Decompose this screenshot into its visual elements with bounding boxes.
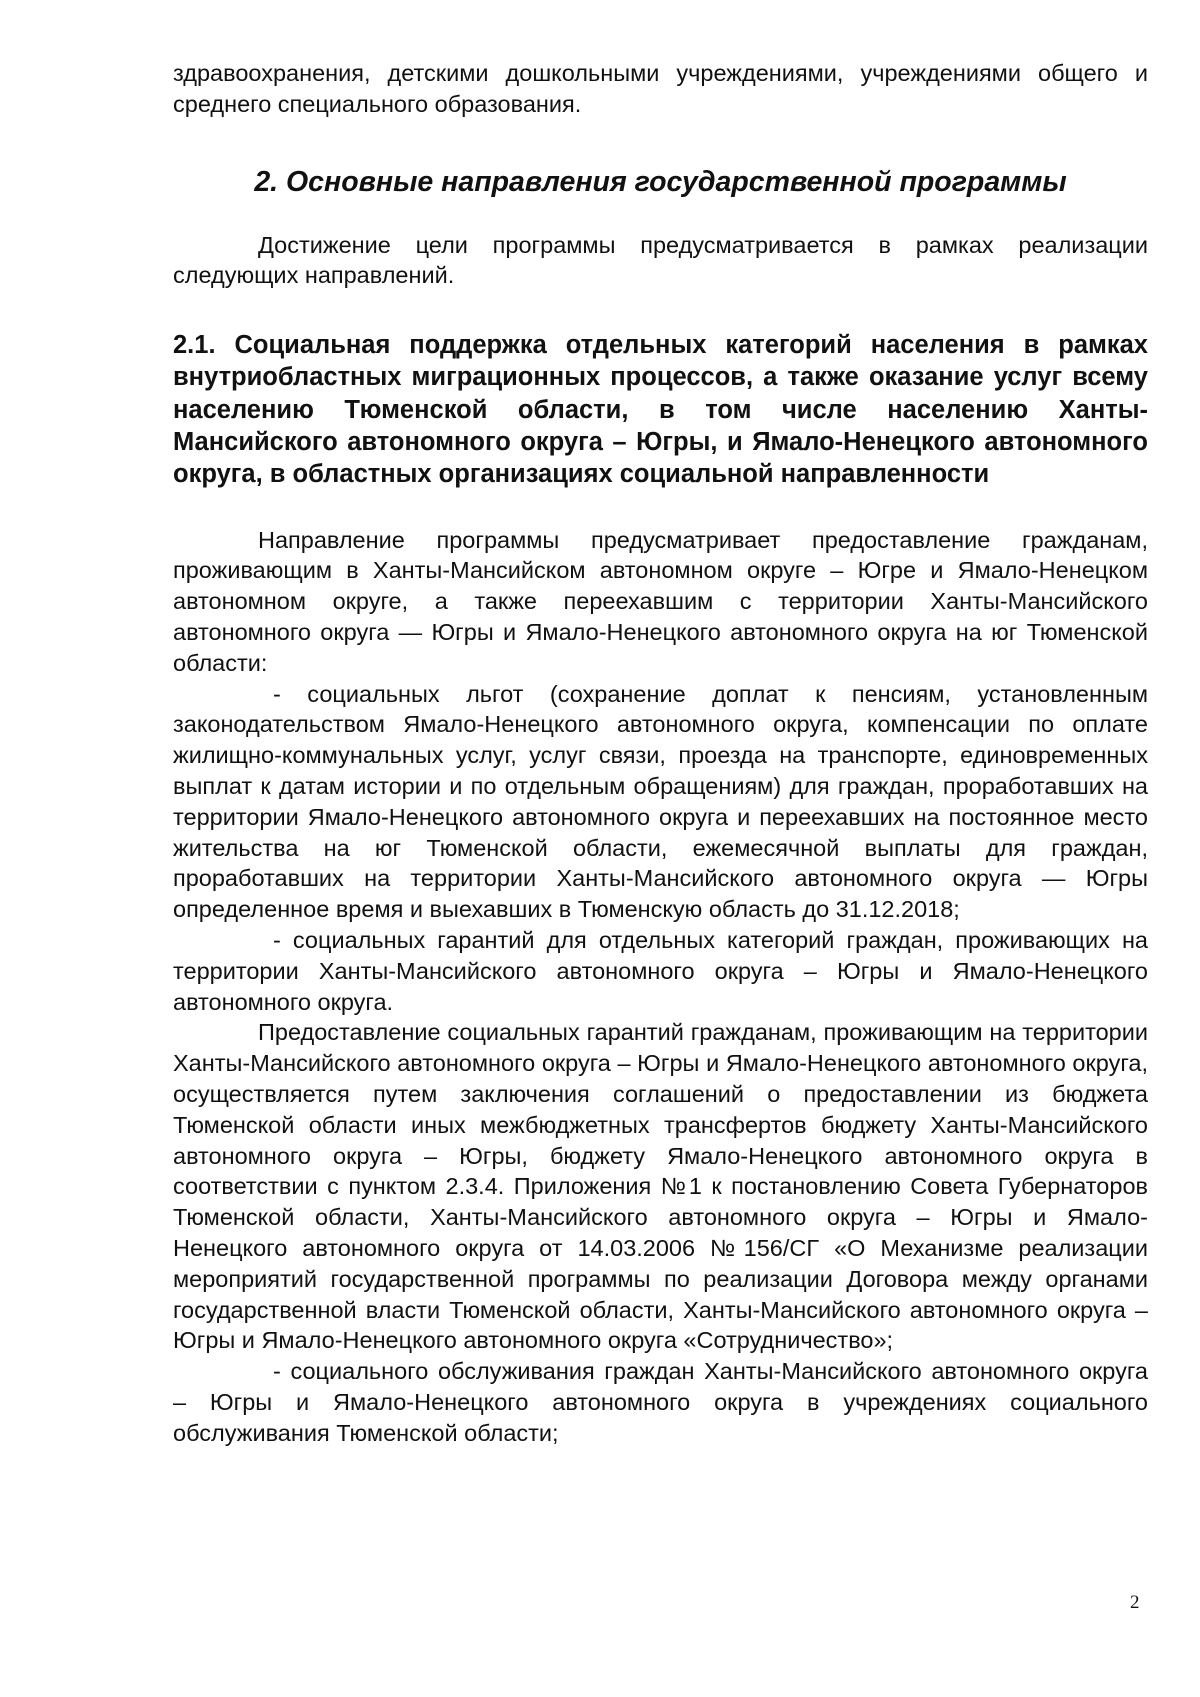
list-item-social-services: - социального обслуживания граждан Ханты-Мансийского автономного округа – Югры и Ямало-Ненецкого автономного округа в учреждениях социального обслуживания Тюменской области; [173,1358,1148,1446]
body-paragraph-1: Направление программы предусматривает предоставление гражданам, проживающим в Ханты-Мансийском автономном округе – Югре и Ямало-Ненецком автономном округе, а также переехавшим с территории Ханты-Мансийского автономного округа — Югры и Ямало-Ненецкого автономного округа на юг Тюменской области: [173,526,1148,676]
list-item-social-benefits: - социальных льгот (сохранение доплат к пенсиям, установленным законодательством Ямало-Ненецкого автономного округа, компенсации по оплате жилищно-коммунальных услуг, услуг связи, проезда на транспорте, единовременных выплат к датам истории и по отдельным обращениям) для граждан, проработавших на территории Ямало-Ненецкого автономного округа и переехавших на постоянное место жительства на юг Тюменской области, ежемесячной выплаты для граждан, проработавших на территории Ханты-Мансийского автономного округа — Югры определенное время и выехавших в Тюменскую область до 31.12.2018; [173,680,1148,923]
body-paragraph-2: Предоставление социальных гарантий гражданам, проживающим на территории Ханты-Мансийского автономного округа – Югры и Ямало-Ненецкого автономного округа, осуществляется путем заключения соглашений о предоставлении из бюджета Тюменской области иных межбюджетных трансфертов бюджету Ханты-Мансийского автономного округа – Югры, бюджету Ямало-Ненецкого автономного округа в соответствии с пунктом 2.3.4. Приложения №1 к постановлению Совета Губернаторов Тюменской области, Ханты-Мансийского автономного округа – Югры и Ямало-Ненецкого автономного округа от 14.03.2006 №156/СГ «О Механизме реализации мероприятий государственной программы по реализации Договора между органами государственной власти Тюменской области, Ханты-Мансийского автономного округа – Югры и Ямало-Ненецкого автономного округа «Сотрудничество»; [173,1019,1148,1354]
section-lead-paragraph: Достижение цели программы предусматривается в рамках реализации следующих направлений. [173,231,1148,289]
list-item-social-guarantees: - социальных гарантий для отдельных категорий граждан, проживающих на территории Ханты-Мансийского автономного округа – Югры и Ямало-Ненецкого автономного округа. [173,927,1148,1015]
subsection-heading: 2.1. Социальная поддержка отдельных категорий населения в рамках внутриобластных миграционных процессов, а также оказание услуг всему населению Тюменской области, в том числе населению Ханты-Мансийского автономного округа – Югры, и Ямало-Ненецкого автономного округа, в областных организациях социальной направленности [173,331,1148,489]
section-heading: 2. Основные направления государственной программы [254,165,1067,198]
intro-paragraph: здравоохранения, детскими дошкольными учреждениями, учреждениями общего и среднего специального образования. [173,60,1148,117]
page-number: 2 [1130,1592,1140,1613]
document-body [173,58,1148,1449]
